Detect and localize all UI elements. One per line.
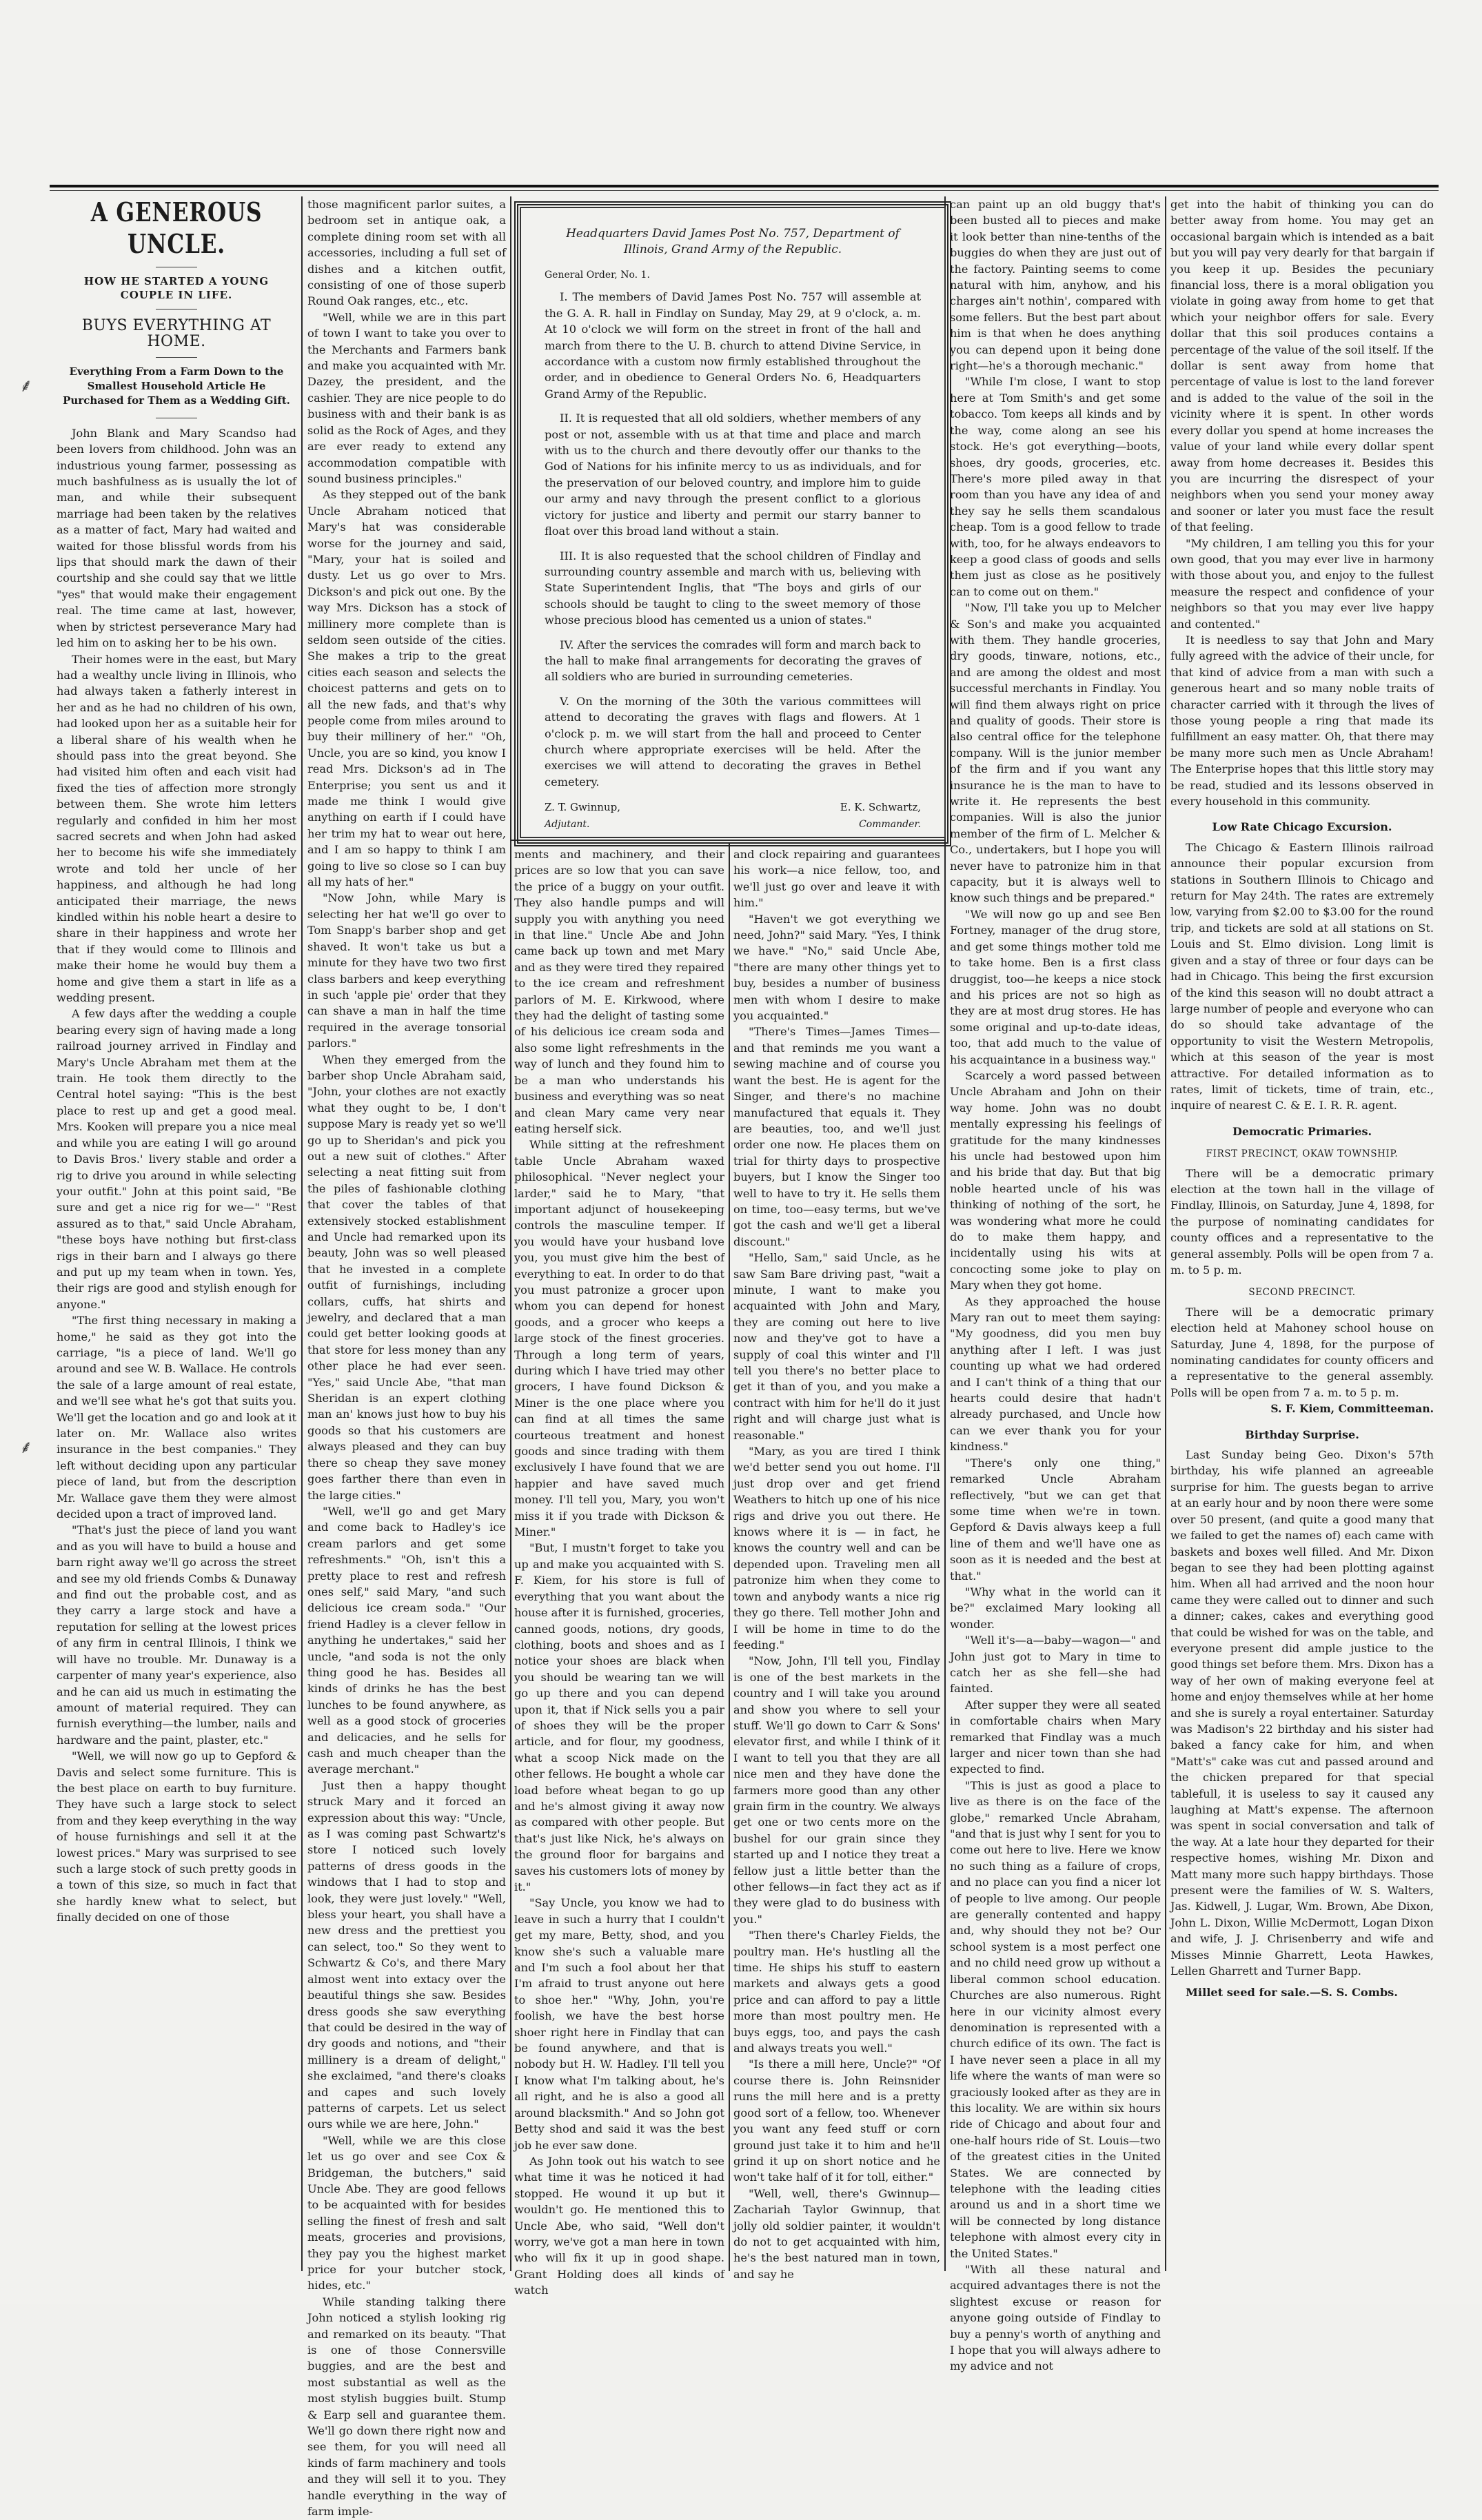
top-rule [50,185,1439,187]
column-rule-1 [301,196,303,2271]
story-paragraph: After supper they were all seated in comfortable chairs when Mary remarked that Findlay was a much larger and nicer town than she had expected to find. [950,1698,1161,1776]
adjutant-role: Adjutant. [545,818,590,830]
story-paragraph: can paint up an old buggy that's been busted all to pieces and make it look better than nine-tenths of the buggies do when they are just out of the factory. Painting seems to come natural with him, anyhow, and his charges ain't nothin', compared with some fellers. But the best part about him is that when he does anything you can depend upon it being done right—he's a thorough mechanic." [950,198,1161,373]
story-paragraph: When they emerged from the barber shop Uncle Abraham said, "John, your clothes are not exactly what they ought to be, I don't suppose Mary is ready yet so we'll go up to Sheridan's and pick you out a new suit of clothes." After selecting a neat fitting suit from the piles of fashionable clothing that cover the tables of that extensively stocked establishment and Uncle had remarked upon its beauty, John was so well pleased that he invested in a complete outfit of furnishings, including collars, cuffs, hat shirts and jewelry, and declared that a man could get better looking goods at that store for less money than any other place he had ever seen. "Yes," said Uncle Abe, "that man Sheridan is an expert clothing man an' knows just how to buy his goods so that his customers are always pleased and they can buy there so cheap they save money goes farther there than even in the large cities." [307,1053,506,1502]
story-paragraph: "Well, while we are in this part of town I want to take you over to the Merchants and Farmers bank and make you acquainted with Mr. Dazey, the president, and the cashier. They are nice people to do business with and their bank is as solid as the Rock of Ages, and they are ever ready to extend any accommodation compatible with sound business principles." [307,310,506,485]
story-paragraph: "There's only one thing," remarked Uncle Abraham reflectively, "but we can get that some time when we're in town. Gepford & Davis always keep a full line of them and we'll have one as soon as it is needed and the best at that." [950,1456,1161,1583]
story-paragraph: Scarcely a word passed between Uncle Abraham and John on their way home. John was no doubt mentally expressing his feelings of gratitude for the many kindnesses his uncle had bestowed upon him and his bride that day. But that big noble hearted uncle of his was thinking of nothing of the sort, he was wondering what more he could do to make them happy, and incidentally using his wits at concocting some joke to play on Mary when they got home. [950,1068,1161,1292]
primaries-text-second: There will be a democratic primary election held at Mahoney school house on Saturday, June 4, 1898, for the purpose of nominating candidates for county officers and a representative to the general assembly. Polls will be open from 7 a. m. to 5 p. m. [1170,1305,1434,1399]
notice-paragraph: V. On the morning of the 30th the various committees will attend to decorating the graves with flags and flowers. At 1 o'clock p. m. we will start from the hall and proceed to Center church where appropriate exercises will be held. After the exercises we will attend to decorating the graves in Bethel cemetery. [545,694,921,789]
story-paragraph: "Well it's—a—baby—wagon—" and John just got to Mary in time to catch her as she fell—she had fainted. [950,1634,1161,1696]
millet-notice: Millet seed for sale.—S. S. Combs. [1186,1986,1398,2000]
story-paragraph: "Mary, as you are tired I think we'd better send you out home. I'll just drop over and get friend Weathers to hitch up one of his nice rigs and drive you out there. He knows where it is — in fact, he knows the country well and can be depended upon. Traveling men all patronize him when they come to town and anybody wants a nice rig they go there. Tell mother John and I will be home in time to do the feeding." [733,1445,940,1652]
story-paragraph: "With all these natural and acquired advantages there is not the slightest excuse or reason for anyone going outside of Findlay to buy a penny's worth of anything and I hope that you will always adhere to my advice and not [950,2263,1161,2373]
top-rule-thin [50,190,1439,191]
notice-paragraph: I. The members of David James Post No. 757 will assemble at the G. A. R. hall in Findlay on Sunday, May 29, at 9 o'clock, a. m. At 10 o'clock we will form on the street in front of the hall and march from there to the U. B. church to attend Divine Service, in accordance with a custom now firmly established throughout the order, and in obedience to General Orders No. 6, Headquarters Grand Army of the Republic. [545,290,921,400]
primaries-heading: Democratic Primaries. [1232,1124,1372,1138]
story-column-5 [950,196,1161,2373]
margin-mark: ⸙ [19,376,33,396]
story-paragraph: those magnificent parlor suites, a bedroom set in antique oak, a complete dining room set with all accessories, including a full set of dishes and a kitchen outfit, consisting of one of those superb Round Oak ranges, etc., etc. [307,198,506,308]
story-paragraph: "The first thing necessary in making a home," he said as they got into the carriage, "is a piece of land. We'll go around and see W. B. Wallace. He controls the sale of a large amount of real estate, and we'll see what he's got that suits you. We'll get the location and go and look at it later on. Mr. Wallace also writes insurance in the best companies." They left without deciding upon any particular piece of land, but from the description Mr. Wallace gave them they were almost decided upon a tract of improved land. [57,1314,296,1521]
commander-name: E. K. Schwartz, [840,801,921,814]
story-paragraph: "Then there's Charley Fields, the poultry man. He's hustling all the time. He ships his stuff to eastern markets and always gets a good price and can afford to pay a little more than most poultry men. He buys eggs, too, and pays the cash and always treats you well." [733,1929,940,2055]
birthday-heading: Birthday Surprise. [1245,1427,1359,1441]
notice-left-signature [545,800,620,833]
notice-right-signature [840,800,921,833]
story-paragraph: and clock repairing and guarantees his work—a nice fellow, too, and we'll just go over and leave it with him." [733,848,940,910]
story-paragraph: "Haven't we got everything we need, John?" said Mary. "Yes, I think we have." "No," said Uncle Abe, "there are many other things yet to buy, besides a number of business men with whom I desire to make you acquainted." [733,912,940,1023]
story-paragraph: "Now, John, I'll tell you, Findlay is one of the best markets in the country and I will take you around and show you where to sell your stuff. We'll go down to Carr & Sons' elevator first, and while I think of it I want to tell you that they are all nice men and they have done the farmers more good than any other grain firm in the country. We always get one or two cents more on the bushel for our grain since they started up and I notice they treat a fellow just a little better than the other fellows—in fact they act as if they were glad to do business with you." [733,1654,940,1926]
primaries-subheading-second: SECOND PRECINCT. [1248,1287,1356,1299]
story-column-3 [514,846,724,2297]
story-paragraph: "Hello, Sam," said Uncle, as he saw Sam Bare driving past, "wait a minute, I want to make you acquainted with John and Mary, they are coming out here to live now and they've got to have a supply of coal this winter and I'll tell you there's no better place to get it than of you, and you make a contract with him for he'll do it just right and will charge just what is reasonable." [733,1251,940,1442]
story-paragraph: Just then a happy thought struck Mary and it forced an expression about this way: "Uncle, as I was coming past Schwartz's store I noticed such lovely patterns of dress goods in the windows that I had to stop and look, they were just lovely." "Well, bless your heart, you shall have a new dress and the prettiest you can select, too." So they went to Schwartz & Co's, and there Mary almost went into extacy over the beautiful things she saw. Besides dress goods she saw everything that could be desired in the way of dry goods and notions, and "their millinery is a dream of delight," she exclaimed, "and there's cloaks and capes and such lovely patterns of carpets. Let us select ours while we are here, John." [307,1778,506,2131]
story-paragraph: "Well, well, there's Gwinnup—Zachariah Taylor Gwinnup, that jolly old soldier painter, it wouldn't do not to get acquainted with him, he's the best natured man in town, and say he [733,2186,940,2281]
gar-notice-box [514,201,951,846]
story-paragraph: ments and machinery, and their prices are so low that you can save the price of a buggy on your outfit. They also handle pumps and will supply you with anything you need in that line." Uncle Abe and John came back up town and met Mary and as they were tired they repaired to the ice cream and refreshment parlors of M. E. Kirkwood, where they had the delight of tasting some of his delicious ice cream soda and also some light refreshments in the way of lunch and they found him to be a man who understands his business and everything was so neat and clean Mary came very near eating herself sick. [514,848,724,1135]
notice-paragraph: IV. After the services the comrades will form and march back to the hall to make final arrangements for decorating the graves of all soldiers who are buried in surrounding cemeteries. [545,638,921,684]
story-paragraph: "Well, we will now go up to Gepford & Davis and select some furniture. This is the best place on earth to buy furniture. They have such a large stock to select from and they keep everything in the way of house furnishings and sell it at the lowest prices." Mary was surprised to see such a large stock of such pretty goods in a town of this size, so much in fact that she hardly knew what to select, but finally decided on one of those [57,1749,296,1924]
column-rule-5 [1165,196,1166,2271]
story-paragraph: A few days after the wedding a couple bearing every sign of having made a long railroad journey arrived in Findlay and Mary's Uncle Abraham met them at the train. He took them directly to the Central hotel saying: "This is the best place to rest up and get a good meal. Mrs. Kooken will prepare you a nice meal and while you are eating I will go around to Davis Bros.' livery stable and order a rig to drive you around in while selecting your outfit." John at this point said, "Be sure and get a nice rig for we—" "Rest assured as to that," said Uncle Abraham, "these boys have nothing but first-class rigs in their barn and I always go there and put up my team when in town. Yes, their rigs are good and stylish enough for anyone." [57,1007,296,1311]
story-paragraph: "While I'm close, I want to stop here at Tom Smith's and get some tobacco. Tom keeps all kinds and by the way, come along an see his stock. He's got everything—boots, shoes, dry goods, groceries, etc. There's more piled away in that room than you have any idea of and they say he sells them scandalous cheap. Tom is a good fellow to trade with, too, for he always endeavors to keep a good class of goods and sells them just as close as he positively can to come out on them." [950,375,1161,598]
story-paragraph: "Well, we'll go and get Mary and come back to Hadley's ice cream parlors and get some refreshments." "Oh, isn't this a pretty place to rest and refresh ones self," said Mary, "and such delicious ice cream soda." "Our friend Hadley is a clever fellow in anything he undertakes," said her uncle, "and soda is not the only thing good he has. Besides all kinds of drinks he has the best lunches to be found anywhere, as well as a good stock of groceries and delicacies, and he sells for cash and much cheaper than the average merchant." [307,1504,506,1776]
story-paragraph: "Say Uncle, you know we had to leave in such a hurry that I couldn't get my mare, Betty, shod, and you know she's such a valuable mare and I'm such a fool about her that I'm afraid to trust anyone out here to shoe her." "Why, John, you're foolish, we have the best horse shoer right here in Findlay that can be found anywhere, and that is nobody but H. W. Hadley. I'll tell you I know what I'm talking about, he's all right, and he is also a good all around blacksmith." And so John got Betty shod and said it was the best job he ever saw done. [514,1896,724,2152]
notice-signatures [545,800,921,833]
primaries-subheading-first: FIRST PRECINCT, OKAW TOWNSHIP. [1206,1148,1399,1160]
story-paragraph: "That's just the piece of land you want and as you will have to build a house and barn right away we'll go across the street and see my old friends Combs & Dunaway and find out the probable cost, and as they carry a large stock and have a reputation for selling at the lowest prices of any firm in central Illinois, I think we will have no trouble. Mr. Dunaway is a carpenter of many year's experience, also and he can aid us much in estimating the amount of material required. They can furnish everything—the lumber, nails and hardware and the paint, plaster, etc." [57,1523,296,1747]
story-paragraph: While standing talking there John noticed a stylish looking rig and remarked on its beauty. "That is one of those Connersville buggies, and are the best and most substantial as well as the most stylish buggies built. Stump & Earp sell and guarantee them. We'll go down there right now and see them, for you will need all kinds of farm machinery and tools and they will sell it to you. They handle everything in the way of farm imple- [307,2295,506,2519]
deck-divider [156,357,197,358]
margin-mark: ⸙ [19,1437,33,1458]
story-paragraph: "There's Times—James Times—and that reminds me you want a sewing machine and of course you want the best. He is agent for the Singer, and there's no machine manufactured that equals it. They are beauties, too, and we'll just order one now. He places them on trial for thirty days to prospective buyers, but I know the Singer too well to have to try it. He sells them on time, too—easy terms, but we've got the cash and we'll get a liberal discount." [733,1025,940,1248]
story-paragraph: "We will now go up and see Ben Fortney, manager of the drug store, and get some things mother told me to take home. Ben is a first class druggist, too—he keeps a nice stock and his prices are not so high as they are at most drug stores. He has some original and up-to-date ideas, too, that add much to the value of his acquaintance in a business way." [950,907,1161,1066]
notice-order-label: General Order, No. 1. [545,270,650,281]
column-rule-2 [510,196,511,2271]
story-paragraph: As they approached the house Mary ran out to meet them saying: "My goodness, did you men buy anything after I left. I was just counting up what we had ordered and I can't think of a thing that our hearts could desire that hadn't already purchased, and Uncle how can we ever thank you for your kindness." [950,1294,1161,1454]
story-paragraph: "My children, I am telling you this for your own good, that you may ever live in harmony with those about you, and enjoy to the fullest measure the respect and confidence of your neighbors so that you may ever live happy and contented." [1170,536,1434,631]
story-paragraph: "Now John, while Mary is selecting her hat we'll go over to Tom Snapp's barber shop and get shaved. It won't take us but a minute for they have two two first class barbers and keep everything in such 'apple pie' order that they can shave a man in half the time required in the average tonsorial parlors." [307,891,506,1050]
story-paragraph: "But, I mustn't forget to take you up and make you acquainted with S. F. Kiem, for his store is full of everything that you want about the house after it is furnished, groceries, canned goods, notions, dry goods, clothing, boots and shoes and as I notice your shoes are black when you should be wearing tan we will go up there and you can depend upon it, that if Nick sells you a pair of shoes they will be the proper article, and for flour, my goodness, what a scoop Nick made on the other fellows. He bought a whole car load before wheat began to go up and he's almost giving it away now as compared with other people. But that's just like Nick, he's always on the ground floor for bargains and saves his customers lots of money by it." [514,1541,724,1893]
story-paragraph: While sitting at the refreshment table Uncle Abraham waxed philosophical. "Never neglect your larder," said he to Mary, "that important adjunct of housekeeping controls the masculine temper. If you would have your husband love you, you must give him the best of everything to eat. In order to do that you must patronize a grocer upon whom you can depend for honest goods, and a grocer who keeps a large stock of the finest groceries. Through a long term of years, during which I have tried may other grocers, I have found Dickson & Miner is the one place where you can find at all times the same courteous treatment and honest goods and since trading with them exclusively I have found that we are happier and have saved much money. I'll tell you, Mary, you won't miss it if you trade with Dickson & Miner." [514,1138,724,1539]
column-rule-3 [729,842,730,2271]
story-paragraph: It is needless to say that John and Mary fully agreed with the advice of their uncle, for that kind of advice from a man with such a generous heart and so many noble traits of character carried with it through the lives of those young people a ring that made its fulfillment an easy matter. Oh, that there may be many more such men as Uncle Abraham! The Enterprise hopes that this little story may be read, studied and its lessons observed in every household in this community. [1170,633,1434,809]
story-paragraph: John Blank and Mary Scandso had been lovers from childhood. John was an industrious young farmer, possessing as much bashfulness as is usually the lot of man, and while their subsequent marriage had been taken by the relatives as a matter of fact, Mary had waited and waited for those blissful words from his lips that should mark the dawn of their courtship and she could say that we little "yes" that would make their engagement real. The time came at last, however, when by strictest perseverance Mary had led him on to asking her to be his own. [57,426,296,650]
story-deck-2: BUYS EVERYTHING AT HOME. [81,317,272,351]
excursion-text: The Chicago & Eastern Illinois railroad announce their popular excursion from stations in Southern Illinois to Chicago and return for May 24th. The rates are extremely low, varying from $2.00 to $3.00 for the round trip, and tickets are sold at all stations on St. Louis and St. Elmo division. Long limit is given and a stay of three or four days can be had in Chicago. This being the first excursion of the kind this season will no doubt attract a large number of people and everyone who can do so should take advantage of the opportunity to visit the Western Metropolis, which at this season of the year is most attractive. For detailed information as to rates, limit of tickets, time of train, etc., inquire of nearest C. & E. I. R. R. agent. [1170,840,1434,1112]
primaries-text-first: There will be a democratic primary election at the town hall in the village of Findlay, Illinois, on Saturday, June 4, 1898, for the purpose of nominating candidates for county offices and a representative to the general assembly. Polls will be open from 7 a. m. to 5 p. m. [1170,1166,1434,1277]
birthday-text: Last Sunday being Geo. Dixon's 57th birthday, his wife planned an agreeable surprise for him. The guests began to arrive at an early hour and by noon there were some over 50 present, (and quite a good many that we failed to get the names of) each came with baskets and boxes well filled. And Mr. Dixon began to see they had been plotting against him. When all had arrived and the noon hour came they were called out to dinner and such a dinner; cakes, cakes and everything good that could be wished for was on the table, and everyone present did ample justice to the good things set before them. Mrs. Dixon has a way of her own of making everyone feel at home and enjoy themselves while at her home and she is surely a royal entertainer. Saturday was Madison's 22 birthday and his sister had baked a fancy cake for him, and when "Matt's" cake was cut and passed around and the chicken prepared for that special tablefull, it is useless to say it caused any laughing at Matt's expense. The afternoon was spent in social conversation and talk of the way. At a late hour they departed for their respective homes, wishing Mr. Dixon and Matt many more such happy birthdays. Those present were the families of W. S. Walters, Jas. Kidwell, J. Lugar, Wm. Brown, Abe Dixon, John L. Dixon, Willie McDermott, Logan Dixon and wife, J. J. Chrisenberry and wife and Misses Minnie Gharrett, Leota Hawkes, Lellen Gharrett and Turner Bapp. [1170,1448,1434,1978]
story-paragraph: "Is there a mill here, Uncle?" "Of course there is. John Reinsnider runs the mill here and is a pretty good sort of a fellow, too. Whenever you want any feed stuff or corn ground just take it to him and he'll grind it up on short notice and he won't take half of it for toll, either." [733,2057,940,2184]
story-headline: A GENEROUS UNCLE. [90,196,263,259]
story-deck-3: Everything From a Farm Down to the Smallest Household Article He Purchased for Them as a Wedding Gift. [63,365,290,407]
story-paragraph: get into the habit of thinking you can do better away from home. You may get an occasional bargain which is intended as a bait but you will pay very dearly for that bargain if you keep it up. Besides the pecuniary financial loss, there is a moral obligation you violate in going away from home to get that which your neighbor offers for sale. Every dollar that this soil produces contains a percentage of the value of the soil itself. If the dollar is sent away from home that percentage of value is lost to the land forever and is added to the value of the soil in the vicinity where it is spent. In other words every dollar you spend at home increases the value of your land while every dollar spent away from home decreases it. Besides this you are incurring the disrespect of your neighbors when you send your money away and sooner or later you must face the result of that feeling. [1170,198,1434,534]
story-column-4 [733,846,940,2281]
story-paragraph: "This is just as good a place to live as there is on the face of the globe," remarked Uncle Abraham, "and that is just why I sent for you to come out here to live. Here we know no such thing as a failure of crops, and no place can you find a nicer lot of people to live among. Our people are generally contented and happy and, why should they not be? Our school system is a most perfect one and no child need grow up without a liberal common school education. Churches are also numerous. Right here in our vicinity almost every denomination is represented with a church edifice of its own. The fact is I have never seen a place in all my life where the wants of man were so graciously looked after as they are in this locality. We are within six hours ride of Chicago and about four and one-half hours ride of St. Louis—two of the greatest cities in the United States. We are connected by telephone with the leading cities around us and in a short time we will be connected by long distance telephone with almost every city in the United States." [950,1778,1161,2260]
story-paragraph: "Why what in the world can it be?" exclaimed Mary looking all wonder. [950,1585,1161,1631]
adjutant-name: Z. T. Gwinnup, [545,801,621,814]
gar-notice-inner [520,207,946,838]
commander-role: Commander. [859,818,921,830]
notice-paragraph: II. It is requested that all old soldiers, whether members of any post or not, assemble with us at that time and place and march with us to the church and there devoutly offer our thanks to the God of Nations for his infinite mercy to us as individuals, and for the preservation of our beloved country, and implore him to guide our army and navy through the present conflict to a glorious victory for justice and liberty and permit our starry banner to float over this broad land without a stain. [545,411,921,538]
story-paragraph: "Well, while we are this close let us go over and see Cox & Bridgeman, the butchers," said Uncle Abe. They are good fellows to be acquainted with for besides selling the finest of fresh and salt meats, groceries and provisions, they pay you the highest market price for your butcher stock, hides, etc." [307,2133,506,2293]
story-paragraph: As John took out his watch to see what time it was he noticed it had stopped. He wound it up but it wouldn't go. He mentioned this to Uncle Abe, who said, "Well don't worry, we've got a man here in town who will fix it up in good shape. Grant Holding does all kinds of watch [514,2154,724,2297]
story-paragraph: "Now, I'll take you up to Melcher & Son's and make you acquainted with them. They handle groceries, dry goods, tinware, notions, etc., and are among the oldest and most successful merchants in Findlay. You will find them always right on price and quality of goods. Their store is also central office for the telephone company. Will is the junior member of the firm and if you want any insurance he is the man to have to write it. He represents the best companies. Will is also the junior member of the firm of L. Melcher & Co., undertakers, but I hope you will never have to patronize him in that capacity, but it is always well to know such things and be prepared." [950,601,1161,905]
story-column-2 [307,196,506,2519]
notice-paragraph: III. It is also requested that the school children of Findlay and surrounding country assemble and march with us, believing with State Superintendent Inglis, that "The boys and girls of our schools should be taught to cling to the sweet memory of those whose precious blood has cemented us a union of states." [545,549,921,627]
notice-title: Headquarters David James Post No. 757, Department of Illinois, Grand Army of the Republic. [566,227,900,256]
excursion-heading: Low Rate Chicago Excursion. [1212,820,1392,834]
primaries-signature: S. F. Kiem, Committeeman. [1270,1402,1434,1416]
story-column-1 [57,196,296,2268]
story-column-6 [1170,196,1434,2268]
story-paragraph: Their homes were in the east, but Mary had a wealthy uncle living in Illinois, who had always taken a fatherly interest in her and as he had no children of his own, had looked upon her as a suitable heir for a liberal share of his wealth when he should pass into the great beyond. She had visited him often and each visit had fixed the ties of affection more strongly between them. She wrote him letters regularly and confided in him her most sacred secrets and when John had asked her to become his wife she immediately wrote and told her uncle of her happiness, and although he had long anticipated their marriage, the news kindled within his noble heart a desire to share in their happiness and wrote her that if they would come to Illinois and make their home he would buy them a home and give them a start in life as a wedding present. [57,652,296,1005]
story-deck-1: HOW HE STARTED A YOUNG COUPLE IN LIFE. [83,275,270,301]
story-paragraph: As they stepped out of the bank Uncle Abraham noticed that Mary's hat was considerable worse for the journey and said, "Mary, your hat is soiled and dusty. Let us go over to Mrs. Dickson's and pick out one. By the way Mrs. Dickson has a stock of millinery more complete than is seldom seen outside of the cities. She makes a trip to the great cities each season and selects the choicest patterns and gets on to all the new fads, and that's why people come from miles around to buy their millinery of her." "Oh, Uncle, you are so kind, you know I read Mrs. Dickson's ad in The Enterprise; you sent us and it made me think I would give anything on earth if I could have her trim my hat to wear out here, and I am so happy to think I am going to live so close so I can buy all my hats of her." [307,488,506,889]
